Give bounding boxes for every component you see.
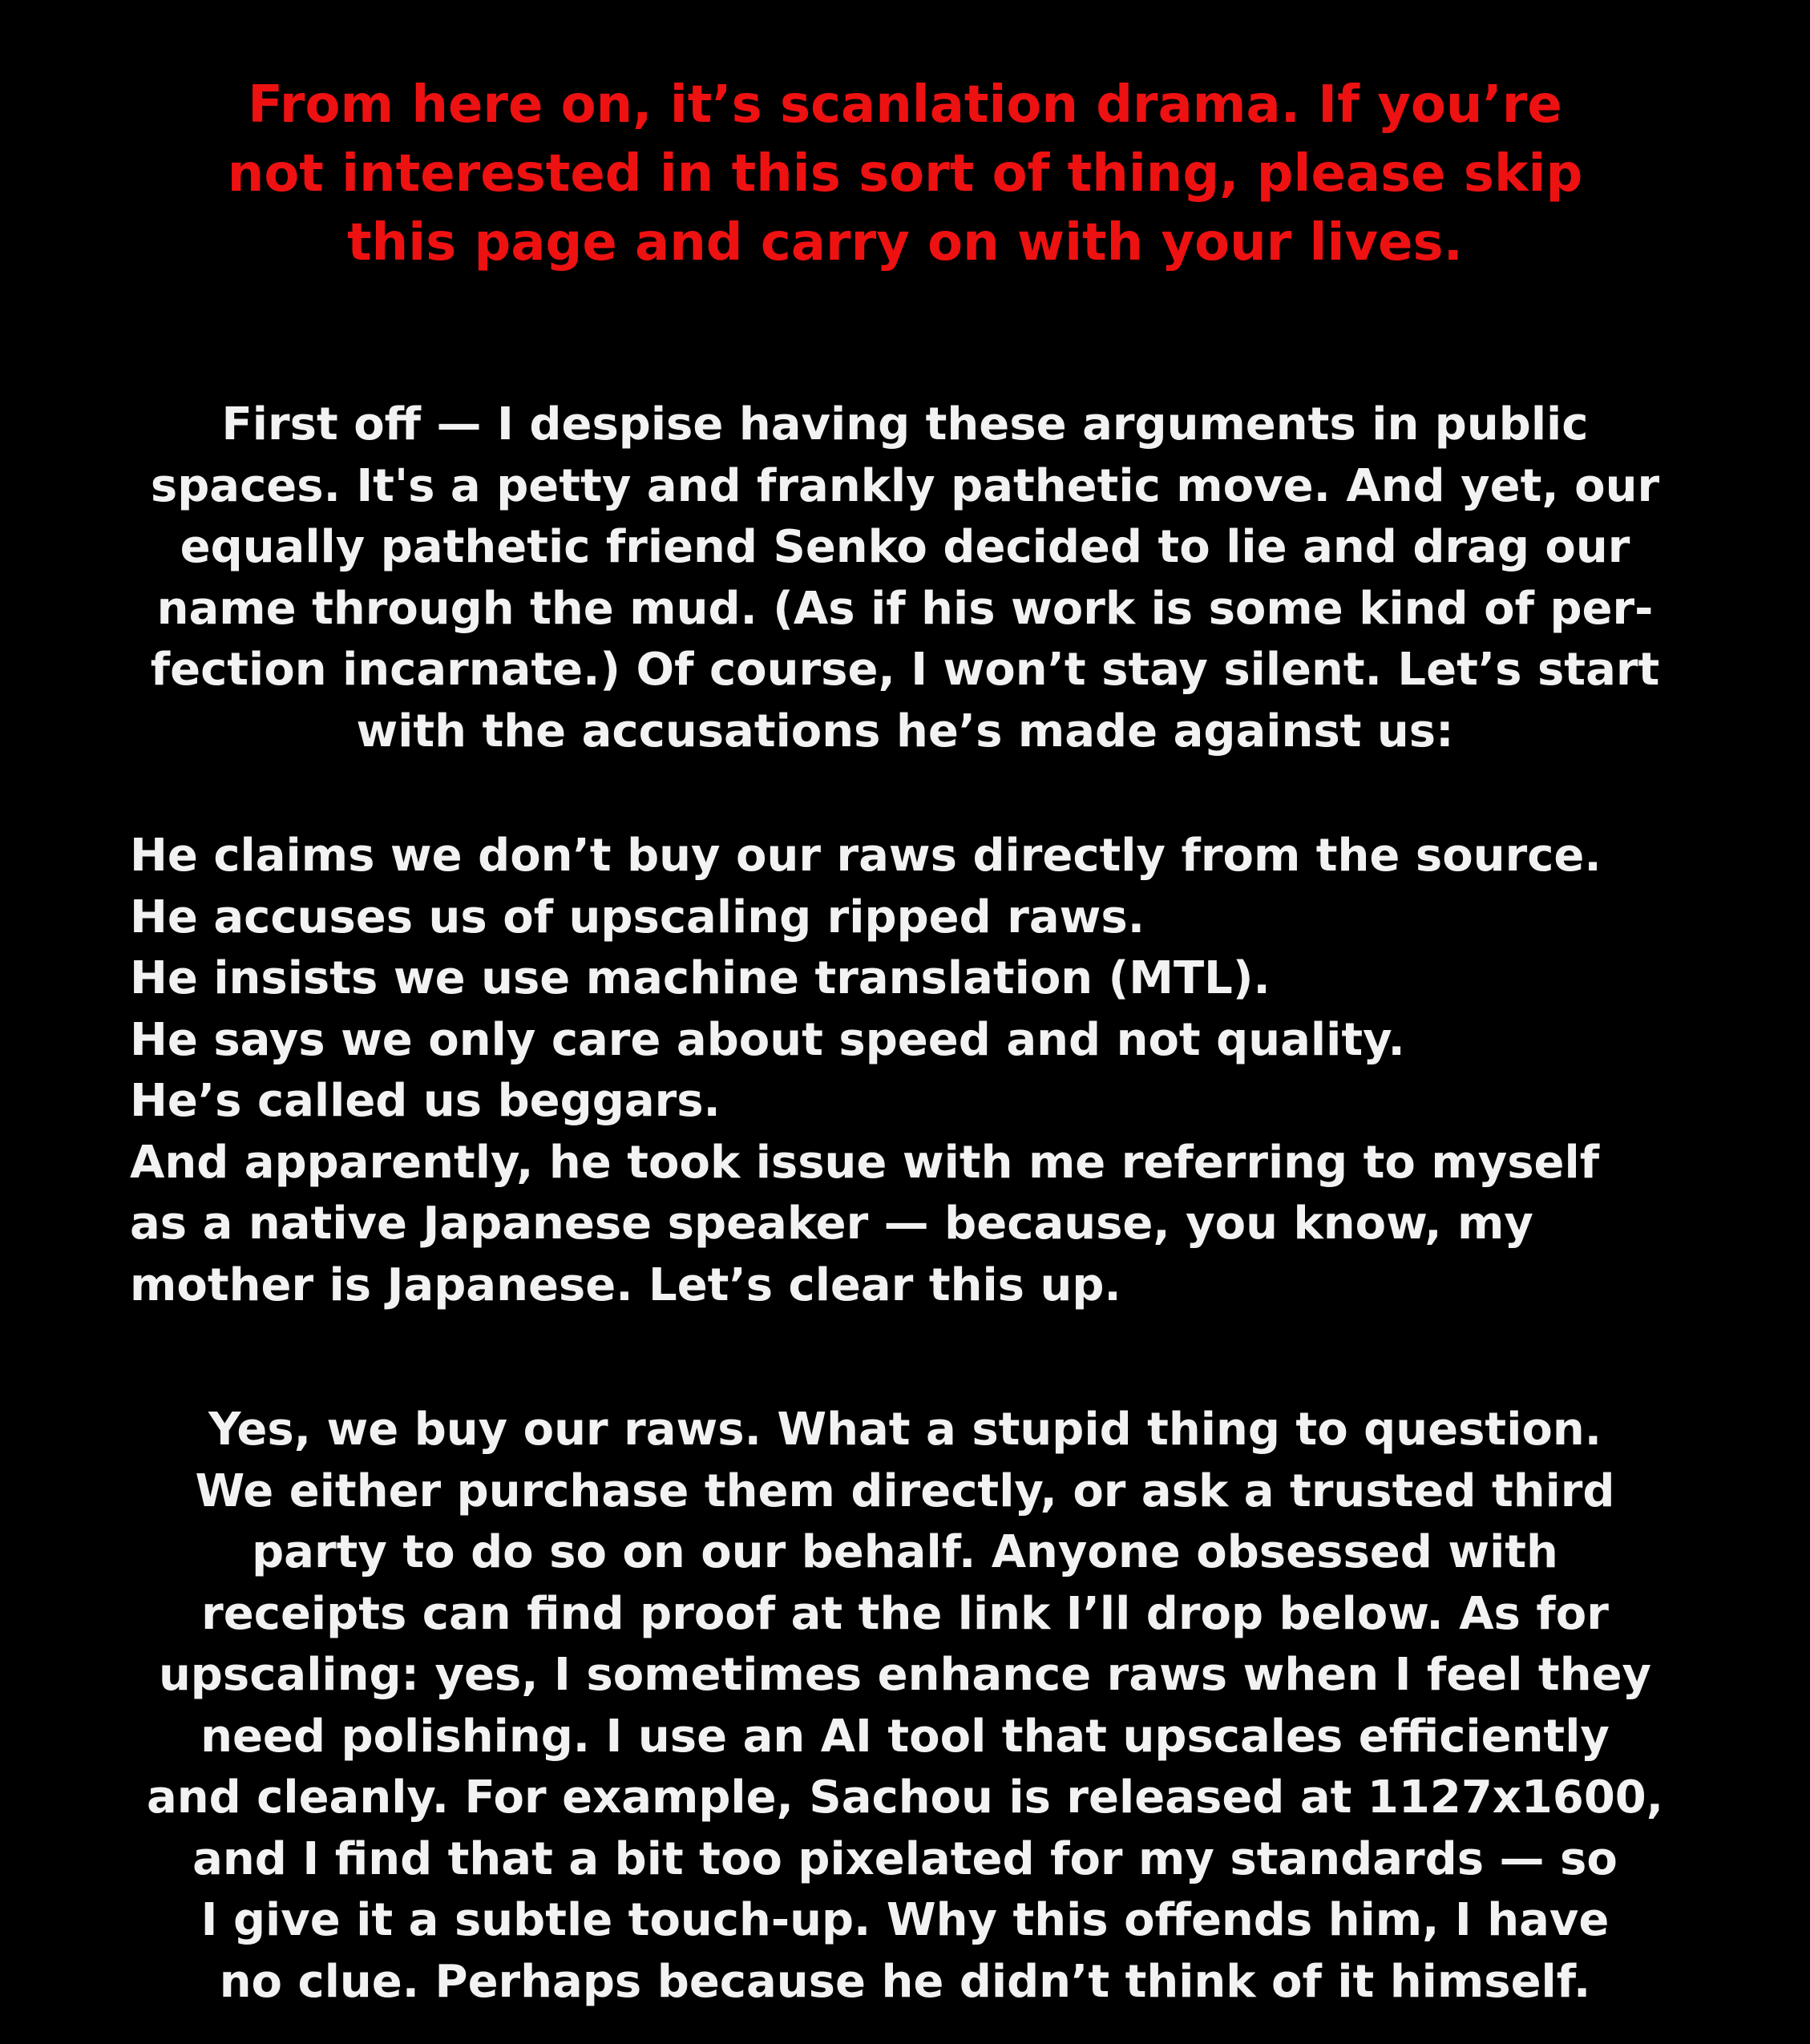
accusation-item: And apparently, he took issue with me referring to myself xyxy=(130,1136,1600,1189)
text-line: with the accusations he’s made against us: xyxy=(356,705,1454,757)
text-line: fection incarnate.) Of course, I won’t stay silent. Let’s start xyxy=(150,644,1660,696)
text-line: no clue. Perhaps because he didn’t think of it himself. xyxy=(219,1955,1591,2008)
text-line: and I find that a bit too pixelated for my standards — so xyxy=(192,1832,1618,1885)
accusation-item: He insists we use machine translation (MTL). xyxy=(130,952,1271,1004)
text-line: and cleanly. For example, Sachou is released at 1127x1600, xyxy=(146,1771,1664,1824)
text-line: spaces. It's a petty and frankly pathetic move. And yet, our xyxy=(150,459,1660,512)
text-line: equally pathetic friend Senko decided to lie and drag our xyxy=(180,521,1630,573)
warning-line: not interested in this sort of thing, please skip xyxy=(227,144,1583,204)
accusations-list xyxy=(130,826,1680,1316)
text-line: party to do so on our behalf. Anyone obsessed with xyxy=(252,1526,1558,1578)
accusation-item: He accuses us of upscaling ripped raws. xyxy=(130,891,1145,943)
warning-line: this page and carry on with your lives. xyxy=(347,213,1463,273)
accusation-item: mother is Japanese. Let’s clear this up. xyxy=(130,1258,1121,1311)
text-line: name through the mud. (As if his work is some kind of per- xyxy=(156,582,1654,635)
intro-paragraph xyxy=(128,394,1682,762)
accusation-item: He’s called us beggars. xyxy=(130,1075,721,1127)
text-line: We either purchase them directly, or ask a trusted third xyxy=(195,1464,1615,1517)
text-line: Yes, we buy our raws. What a stupid thing to question. xyxy=(208,1404,1602,1456)
accusation-item: He says we only care about speed and not quality. xyxy=(130,1013,1405,1066)
text-line: First off — I despise having these arguments in public xyxy=(221,398,1589,450)
warning-line: From here on, it’s scanlation drama. If you’re xyxy=(248,75,1562,135)
accusation-item: as a native Japanese speaker — because, you know, my xyxy=(130,1198,1533,1250)
drama-warning xyxy=(128,71,1682,277)
text-line: upscaling: yes, I sometimes enhance raws when I feel they xyxy=(158,1649,1652,1701)
text-line: I give it a subtle touch-up. Why this offends him, I have xyxy=(200,1894,1610,1946)
response-paragraph xyxy=(128,1400,1682,2013)
text-line: receipts can find proof at the link I’ll drop below. As for xyxy=(201,1587,1609,1640)
accusation-item: He claims we don’t buy our raws directly from the source. xyxy=(130,830,1602,882)
text-line: need polishing. I use an AI tool that upscales efficiently xyxy=(200,1710,1610,1763)
